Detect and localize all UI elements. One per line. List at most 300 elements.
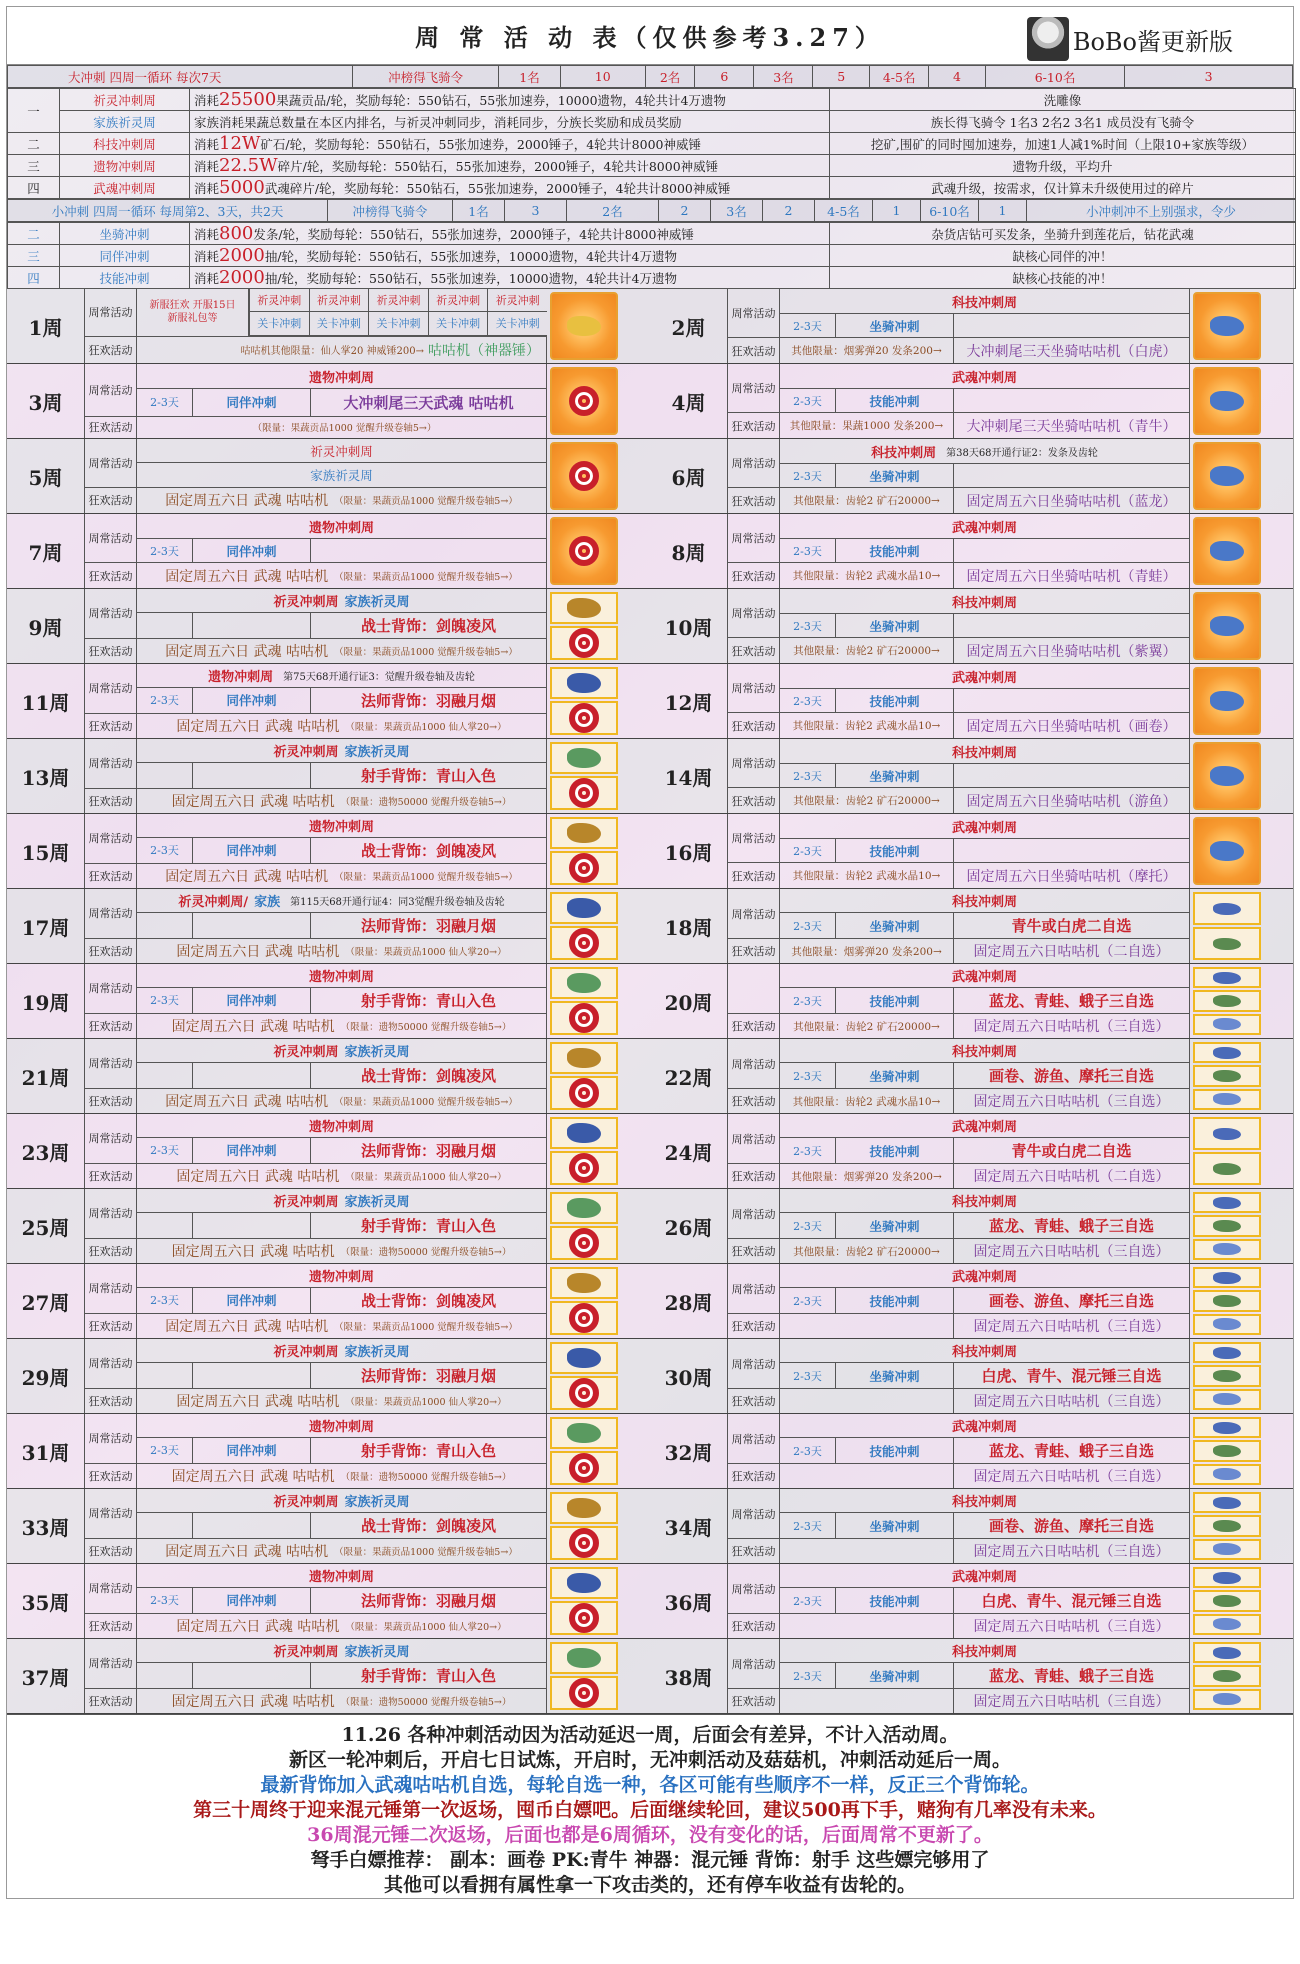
backpiece-icon — [567, 1198, 601, 1218]
backpiece-icon — [567, 748, 601, 768]
sprint-note: 遗物升级，平均升 — [830, 155, 1296, 177]
sprint-note: 族长得飞骑令 1名3 2名2 3名1 成员没有飞骑令 — [830, 111, 1296, 133]
mount-choice-card — [1193, 1492, 1261, 1513]
carnival-activity — [137, 1689, 547, 1713]
week-label: 5周 — [7, 439, 85, 513]
ring-token-icon — [569, 853, 599, 883]
carnival-main: 大冲刺尾三天坐骑咕咕机（白虎） — [954, 338, 1190, 363]
featured-reward — [954, 464, 1190, 488]
carnival-limit — [780, 1389, 954, 1413]
week-row — [7, 1114, 650, 1189]
carnival-limit: （限量：遗物50000 觉醒升级卷轴5→） — [340, 796, 512, 808]
sprint-days: 2-3天 — [137, 1438, 193, 1464]
sprint-week-name: 遗物冲刺周 — [308, 1269, 374, 1285]
small-sprint: 坐骑冲刺 — [836, 764, 954, 788]
carnival-limit: （限量：果蔬贡品1000 仙人掌20→） — [345, 946, 507, 958]
carnival-limit: 其他限量：烟雾弹20 发条200→ — [780, 338, 954, 363]
sprint-days: 2-3天 — [780, 1363, 836, 1389]
mount-choice-card — [1193, 1590, 1261, 1611]
carnival-label: 狂欢活动 — [728, 1239, 780, 1263]
reward-image — [547, 589, 621, 663]
backpiece-icon — [567, 1123, 601, 1143]
sprint-note: 缺核心同伴的冲！ — [830, 245, 1296, 267]
reward-image — [1190, 439, 1264, 513]
sprint-days: 2-3天 — [780, 839, 836, 863]
week-label: 35周 — [7, 1564, 85, 1638]
mount-icon — [1213, 1370, 1241, 1382]
small-sprint: 技能冲刺 — [836, 1138, 954, 1164]
sprint-week-name: 祈灵冲刺周 — [273, 1644, 339, 1660]
week-label: 24周 — [650, 1114, 728, 1188]
big-sprint-rows — [7, 88, 1296, 199]
week-row — [650, 664, 1293, 739]
week-row — [7, 1414, 650, 1489]
mount-icon — [1210, 616, 1244, 636]
carnival-label: 狂欢活动 — [85, 1689, 137, 1713]
footer-notes — [7, 1714, 1293, 1898]
reward-image — [547, 364, 621, 438]
mount-icon — [1213, 1220, 1241, 1232]
reward-card — [550, 367, 618, 435]
carnival-note: 咕咕机其他限量：仙人掌20 神威锤200→ — [240, 346, 424, 358]
carnival-label: 狂欢活动 — [728, 1614, 780, 1638]
carnival-label: 狂欢活动 — [85, 1464, 137, 1488]
week-row — [650, 289, 1293, 364]
small-header-cell: 冲榜得飞骑令 — [328, 200, 453, 222]
mount-icon — [1210, 316, 1244, 336]
sprint-note: 杂货店钻可买发条，坐骑升到莲花后，钻花武魂 — [830, 223, 1296, 245]
sprint-week — [780, 964, 1190, 988]
week-label: 33周 — [7, 1489, 85, 1563]
carnival-main: 固定周五六日 武魂 咕咕机 — [176, 1618, 340, 1635]
family-sprint: 家族祈灵周 — [344, 1494, 410, 1510]
regular-label: 周常活动 — [728, 364, 780, 413]
small-sprint: 同伴冲刺 — [193, 1138, 311, 1164]
regular-label: 周常活动 — [728, 289, 780, 338]
ring-card — [550, 776, 618, 810]
week-row — [7, 1264, 650, 1339]
carnival-main: 固定周五六日 武魂 咕咕机 — [165, 1543, 329, 1560]
carnival-main: 固定周五六日坐骑咕咕机（蓝龙） — [954, 488, 1190, 513]
ring-card — [550, 851, 618, 885]
carnival-limit: （限量：果蔬贡品1000 仙人掌20→） — [345, 1621, 507, 1633]
carnival-main: 固定周五六日坐骑咕咕机（摩托） — [954, 863, 1190, 888]
sprint-days: 2-3天 — [780, 1213, 836, 1239]
cost-prefix: 消耗 — [194, 249, 220, 264]
sprint-week — [137, 964, 547, 988]
regular-label: 周常活动 — [728, 1339, 780, 1389]
sprint-cell: 祈灵冲刺 — [487, 289, 547, 312]
sprint-days: 2-3天 — [137, 1138, 193, 1164]
carnival-label: 狂欢活动 — [85, 939, 137, 963]
sprint-week-name: 遗物冲刺周 — [208, 669, 274, 685]
featured-reward: 射手背饰：青山入色 — [311, 763, 547, 789]
title-bar — [7, 7, 1293, 65]
sprint-week-name: 科技冲刺周 — [951, 595, 1017, 611]
reward-image — [1190, 1039, 1264, 1113]
featured-reward — [311, 539, 547, 563]
regular-label: 周常活动 — [728, 1264, 780, 1314]
sprint-days — [137, 1213, 193, 1239]
carnival-limit: （限量：果蔬贡品1000 觉醒升级卷轴5→） — [334, 1096, 518, 1108]
reward-image — [1190, 1414, 1264, 1488]
week-row — [650, 514, 1293, 589]
ring-card — [550, 1376, 618, 1410]
week-row — [7, 1489, 650, 1564]
week-row — [650, 1639, 1293, 1714]
week-label: 11周 — [7, 664, 85, 738]
carnival-label: 狂欢活动 — [85, 417, 137, 438]
carnival-main: 固定周五六日咕咕机（二自选） — [954, 1164, 1190, 1188]
carnival-limit: （限量：果蔬贡品1000 觉醒升级卷轴5→） — [252, 423, 437, 435]
sprint-days: 2-3天 — [780, 913, 836, 939]
ring-card — [550, 701, 618, 735]
sprint-week — [137, 1414, 547, 1438]
small-header-cell: 2名 — [567, 200, 659, 222]
ring-card — [550, 1151, 618, 1185]
hammer-card — [550, 292, 618, 360]
featured-reward: 射手背饰：青山入色 — [311, 1213, 547, 1239]
sprint-week-name: 遗物冲刺周 — [308, 1569, 374, 1585]
small-sprint: 坐骑冲刺 — [836, 1663, 954, 1689]
backpiece-icon — [567, 1348, 601, 1368]
carnival-limit: 其他限量：齿轮2 矿石20000→ — [780, 788, 954, 813]
mount-choice-card — [1193, 1117, 1261, 1150]
mount-choice-card — [1193, 1314, 1261, 1335]
regular-label: 周常活动 — [85, 1189, 137, 1239]
ring-card — [550, 1526, 618, 1560]
sprint-week: 祈灵冲刺周 — [137, 439, 547, 463]
week-label: 1周 — [7, 289, 85, 363]
sprint-days: 2-3天 — [780, 1513, 836, 1539]
sprint-cell: 关卡冲刺 — [249, 312, 309, 335]
week-label: 29周 — [7, 1339, 85, 1413]
featured-reward: 画卷、游鱼、摩托三自选 — [954, 1063, 1190, 1089]
week-label: 37周 — [7, 1639, 85, 1713]
backpiece-card — [550, 892, 618, 924]
carnival-activity — [137, 939, 547, 963]
small-sprint: 同伴冲刺 — [193, 1588, 311, 1614]
week-row — [7, 364, 650, 439]
carnival-label: 狂欢活动 — [85, 1389, 137, 1413]
week-row — [7, 814, 650, 889]
carnival-main: 固定周五六日咕咕机（三自选） — [954, 1239, 1190, 1263]
featured-reward — [954, 539, 1190, 563]
ring-token-icon — [569, 386, 599, 416]
featured-reward: 战士背饰：剑魄凌风 — [311, 1063, 547, 1089]
featured-reward: 蓝龙、青蛙、蛾子三自选 — [954, 1438, 1190, 1464]
sprint-week — [780, 889, 1190, 913]
regular-label: 周常活动 — [85, 1639, 137, 1689]
mount-choice-card — [1193, 1440, 1261, 1461]
sprint-week-name: 武魂冲刺周 — [951, 820, 1017, 836]
sprint-days — [137, 763, 193, 789]
carnival-label: 狂欢活动 — [85, 1239, 137, 1263]
week-row — [650, 439, 1293, 514]
week-row — [650, 814, 1293, 889]
carnival-limit: 其他限量：齿轮2 武魂水晶10→ — [780, 863, 954, 888]
featured-reward — [954, 839, 1190, 863]
week-label: 36周 — [650, 1564, 728, 1638]
backpiece-card — [550, 742, 618, 774]
regular-label: 周常活动 — [85, 889, 137, 939]
sprint-days: 2-3天 — [780, 539, 836, 563]
small-sprint-rows — [7, 222, 1296, 289]
mount-choice-card — [1193, 1152, 1261, 1185]
backpiece-card — [550, 1267, 618, 1299]
carnival-label: 狂欢活动 — [85, 563, 137, 588]
sprint-week — [780, 289, 1190, 314]
mount-icon — [1210, 391, 1244, 411]
sprint-days: 2-3天 — [780, 1588, 836, 1614]
mount-icon — [1213, 1243, 1241, 1255]
backpiece-icon — [567, 1423, 601, 1443]
small-sprint: 坐骑冲刺 — [836, 464, 954, 488]
week-label: 26周 — [650, 1189, 728, 1263]
carnival-limit: （限量：遗物50000 觉醒升级卷轴5→） — [340, 1021, 512, 1033]
reward-card — [550, 517, 618, 585]
family-sprint: 家族祈灵周 — [344, 744, 410, 760]
sprint-days — [137, 1513, 193, 1539]
sprint-note: 武魂升级，按需求，仅计算未升级使用过的碎片 — [830, 177, 1296, 199]
regular-label: 周常活动 — [85, 1339, 137, 1389]
sprint-cell: 关卡冲刺 — [487, 312, 547, 335]
carnival-label: 狂欢活动 — [728, 1464, 780, 1488]
pass-note: 第115天68开通行证4：同3觉醒升级卷轴及齿轮 — [290, 896, 505, 908]
mount-card — [1193, 367, 1261, 435]
mount-choice-card — [1193, 1290, 1261, 1311]
carnival-limit: （限量：果蔬贡品1000 仙人掌20→） — [345, 1171, 507, 1183]
sprint-week — [137, 814, 547, 838]
backpiece-icon — [567, 898, 601, 918]
carnival-main: 固定周五六日咕咕机（三自选） — [954, 1464, 1190, 1488]
mount-icon — [1213, 972, 1241, 984]
featured-reward: 青牛或白虎二自选 — [954, 1138, 1190, 1164]
sprint-week — [137, 1489, 547, 1513]
backpiece-card — [550, 592, 618, 624]
small-sprint: 坐骑冲刺 — [836, 614, 954, 638]
reward-image — [1190, 1114, 1264, 1188]
sprint-week-name: 武魂冲刺周 — [951, 1420, 1017, 1435]
ring-token-icon — [569, 1228, 599, 1258]
featured-reward: 战士背饰：剑魄凌风 — [311, 838, 547, 864]
small-header-cell: 4-5名 — [815, 200, 873, 222]
cost-suffix: 抽/轮，奖励每轮：550钻石，55张加速券，10000遗物，4轮共计4万遗物 — [264, 271, 677, 286]
carnival-activity — [137, 1164, 547, 1188]
regular-label: 周常活动 — [85, 439, 137, 488]
sprint-cell: 关卡冲刺 — [368, 312, 428, 335]
featured-reward — [954, 314, 1190, 338]
small-header-cell: 1 — [979, 200, 1027, 222]
week-row — [650, 1489, 1293, 1564]
reward-image — [547, 1339, 621, 1413]
reward-image — [1190, 364, 1264, 438]
small-sprint: 技能冲刺 — [836, 1438, 954, 1464]
mount-choice-card — [1193, 1065, 1261, 1086]
big-sprint-row — [8, 177, 1296, 199]
weeks-grid — [7, 289, 1293, 1714]
sprint-week-name: 祈灵冲刺周/ — [178, 894, 249, 910]
week-row — [7, 664, 650, 739]
regular-label: 周常活动 — [85, 1039, 137, 1089]
regular-label: 周常活动 — [85, 739, 137, 789]
featured-reward: 战士背饰：剑魄凌风 — [311, 1288, 547, 1314]
carnival-limit: （限量：遗物50000 觉醒升级卷轴5→） — [340, 1471, 512, 1483]
sprint-cost — [190, 177, 830, 199]
sprint-days: 2-3天 — [780, 389, 836, 413]
regular-label: 周常活动 — [85, 589, 137, 639]
featured-reward: 法师背饰：羽融月烟 — [311, 1363, 547, 1389]
mount-choice-card — [1193, 1389, 1261, 1410]
sprint-week — [137, 1189, 547, 1213]
sprint-week-name: 武魂冲刺周 — [951, 970, 1017, 985]
sprint-cell: 祈灵冲刺 — [309, 289, 369, 312]
reward-image — [1190, 1189, 1264, 1263]
cost-suffix: 果蔬贡品/轮，奖励每轮：550钻石，55张加速券，10000遗物，4轮共计4万遗物 — [276, 93, 726, 108]
featured-reward: 蓝龙、青蛙、蛾子三自选 — [954, 1663, 1190, 1689]
week-row — [650, 1264, 1293, 1339]
carnival-label: 狂欢活动 — [728, 1164, 780, 1188]
mount-choice-card — [1193, 1014, 1261, 1035]
page-title: 周 常 活 动 表（仅供参考3.27） — [415, 23, 885, 52]
carnival-activity — [137, 1389, 547, 1413]
carnival-label: 狂欢活动 — [85, 864, 137, 888]
sprint-week-name: 科技冲刺周 — [951, 1195, 1017, 1210]
mount-choice-card — [1193, 1417, 1261, 1438]
family-sprint: 家族祈灵周 — [344, 1644, 410, 1660]
carnival-main: 固定周五六日 武魂 咕咕机 — [165, 643, 329, 660]
sprint-week — [780, 1639, 1190, 1663]
small-sprint — [193, 1363, 311, 1389]
cost-value: 800 — [219, 223, 254, 244]
featured-reward: 蓝龙、青蛙、蛾子三自选 — [954, 988, 1190, 1014]
reward-image — [1190, 589, 1264, 663]
mount-choice-card — [1193, 927, 1261, 960]
note-line: 弩手白嫖推荐： 副本：画卷 PK:青牛 神器：混元锤 背饰：射手 这些嫖完够用了 — [310, 1849, 990, 1871]
sprint-week — [780, 589, 1190, 614]
sprint-week-name: 科技冲刺周 — [951, 1345, 1017, 1360]
carnival-label: 狂欢活动 — [85, 488, 137, 513]
week-label: 3周 — [7, 364, 85, 438]
small-sprint: 同伴冲刺 — [193, 539, 311, 563]
mount-choice-card — [1193, 1539, 1261, 1560]
cost-suffix: 抽/轮，奖励每轮：550钻石，55张加速券，10000遗物，4轮共计4万遗物 — [264, 249, 677, 264]
featured-reward: 射手背饰：青山入色 — [311, 1663, 547, 1689]
mount-choice-card — [1193, 1665, 1261, 1686]
sprint-cost — [190, 245, 830, 267]
mount-choice-card — [1193, 1089, 1261, 1110]
sprint-note: 挖矿,围矿的同时囤加速券，加速1人减1%时间（上限10+家族等级） — [830, 133, 1296, 155]
sprint-name: 坐骑冲刺 — [60, 223, 190, 245]
sprint-days: 2-3天 — [780, 1063, 836, 1089]
carnival-activity — [137, 1314, 547, 1338]
carnival-main: 固定周五六日 武魂 咕咕机 — [171, 793, 335, 810]
backpiece-card — [550, 1642, 618, 1674]
mount-choice-card — [1193, 1239, 1261, 1260]
week-row — [650, 964, 1293, 1039]
big-sprint-header: 大冲刺 四周一循环 每次7天 冲榜得飞骑令 1名 10 2名 6 3名 5 4-5名 4 6-10名 3 — [8, 66, 1293, 88]
sprint-week — [137, 1339, 547, 1363]
regular-label: 周常活动 — [85, 964, 137, 1014]
ring-card — [550, 1076, 618, 1110]
reward-image — [547, 439, 621, 513]
note-line: 新区一轮冲刺后，开启七日试炼，开启时，无冲刺活动及菇菇机，冲刺活动延后一周。 — [288, 1749, 1011, 1771]
carnival-label: 狂欢活动 — [728, 788, 780, 813]
backpiece-icon — [567, 823, 601, 843]
carnival-label: 狂欢活动 — [85, 789, 137, 813]
sprint-days: 2-3天 — [137, 539, 193, 563]
sprint-name: 技能冲刺 — [60, 267, 190, 289]
sprint-week — [137, 889, 547, 913]
mount-icon — [1213, 903, 1241, 915]
carnival-main: 固定周五六日咕咕机（三自选） — [954, 1389, 1190, 1413]
carnival-activity — [137, 1014, 547, 1038]
sprint-index: 三 — [8, 155, 60, 177]
carnival-activity — [137, 714, 547, 738]
reward-image — [1190, 739, 1264, 813]
week-row — [650, 589, 1293, 664]
sprint-week — [780, 1039, 1190, 1063]
note-line: 第三十周终于迎来混元锤第一次返场，囤币白嫖吧。后面继续轮回，建议500再下手，赌狗有几率没有未来。 — [193, 1799, 1107, 1821]
new-server-intro — [137, 289, 249, 336]
mount-card — [1193, 742, 1261, 810]
week-label: 7周 — [7, 514, 85, 588]
carnival-limit — [780, 1539, 954, 1563]
backpiece-icon — [567, 598, 601, 618]
reward-image — [547, 1114, 621, 1188]
mount-icon — [1213, 1595, 1241, 1607]
featured-reward: 蓝龙、青蛙、蛾子三自选 — [954, 1213, 1190, 1239]
week-row — [7, 289, 650, 364]
ring-token-icon — [569, 928, 599, 958]
carnival-label: 狂欢活动 — [728, 939, 780, 963]
sprint-week-name: 遗物冲刺周 — [308, 819, 374, 835]
sprint-days — [137, 613, 193, 639]
sprint-week — [137, 1264, 547, 1288]
reward-image — [547, 889, 621, 963]
sprint-index: 一 — [8, 89, 60, 133]
family-sprint: 家族祈灵周 — [344, 1044, 410, 1060]
ring-token-icon — [569, 1153, 599, 1183]
schedule-page — [6, 6, 1294, 1899]
ring-card — [550, 1226, 618, 1260]
backpiece-card — [550, 1417, 618, 1449]
ring-token-icon — [569, 536, 599, 566]
regular-label: 周常活动 — [728, 889, 780, 939]
sprint-week — [780, 514, 1190, 539]
carnival-limit — [780, 1689, 954, 1713]
ring-card — [550, 1676, 618, 1710]
carnival-limit: 其他限量：齿轮2 矿石20000→ — [780, 638, 954, 663]
small-sprint-row — [8, 267, 1296, 289]
backpiece-icon — [567, 1498, 601, 1518]
mount-icon — [1213, 1197, 1241, 1209]
mount-icon — [1213, 1497, 1241, 1509]
sprint-week-name: 科技冲刺周 — [951, 295, 1017, 311]
regular-label: 周常活动 — [728, 1639, 780, 1689]
regular-label: 周常活动 — [728, 664, 780, 713]
week-row — [7, 739, 650, 814]
backpiece-card — [550, 1117, 618, 1149]
mount-choice-card — [1193, 1042, 1261, 1063]
note-line: 其他可以看拥有属性拿一下攻击类的，还有停车收益有齿轮的。 — [383, 1874, 916, 1896]
mount-choice-card — [1193, 1689, 1261, 1710]
cost-prefix: 消耗 — [194, 271, 220, 286]
sprint-days: 2-3天 — [780, 764, 836, 788]
sprint-week-name: 祈灵冲刺周 — [273, 1044, 339, 1060]
regular-label: 周常活动 — [728, 814, 780, 863]
small-sprint: 同伴冲刺 — [193, 688, 311, 714]
